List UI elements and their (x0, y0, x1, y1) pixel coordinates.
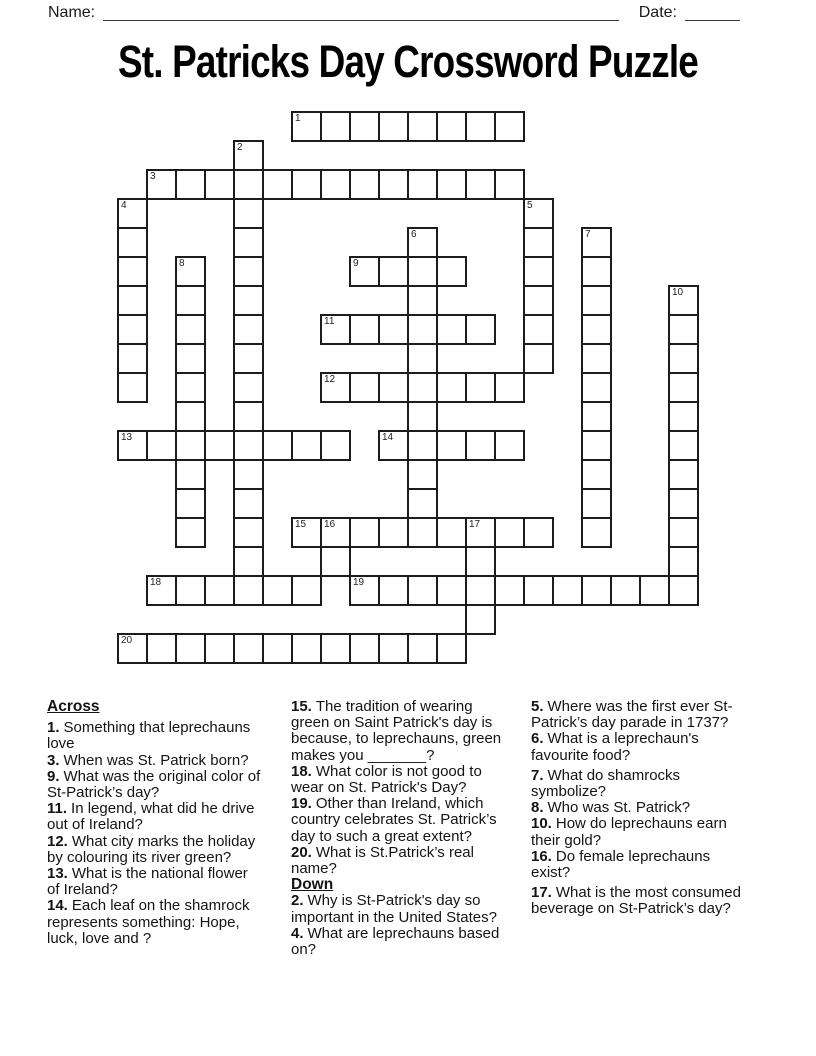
grid-cell[interactable] (117, 343, 148, 374)
grid-cell[interactable] (407, 372, 438, 403)
grid-cell[interactable] (436, 111, 467, 142)
grid-cell[interactable] (320, 111, 351, 142)
clue-text: Do female leprechauns exist? (531, 847, 711, 882)
clue-text: Each leaf on the shamrock represents something: Hope, luck, love and ? (47, 897, 250, 947)
grid-cell[interactable] (668, 517, 699, 548)
cell-number: 16 (324, 519, 336, 530)
grid-cell[interactable] (233, 140, 264, 171)
grid-cell[interactable] (668, 343, 699, 374)
clue-column-3 (531, 699, 751, 918)
grid-cell[interactable] (436, 430, 467, 461)
grid-cell[interactable] (378, 256, 409, 287)
grid-cell[interactable] (233, 314, 264, 345)
cell-number: 17 (469, 519, 481, 530)
grid-cell[interactable] (378, 372, 409, 403)
clue-14 (47, 898, 264, 947)
grid-cell[interactable] (378, 430, 409, 461)
grid-cell[interactable] (233, 633, 264, 664)
clue-text: Why is St-Patrick's day so important in the United States? (291, 892, 497, 926)
grid-cell[interactable] (378, 169, 409, 200)
grid-cell[interactable] (175, 633, 206, 664)
clue-number: 14. (47, 897, 68, 915)
clue-number: 2. (291, 892, 304, 910)
cell-number: 9 (353, 258, 359, 269)
clue-number: 17. (531, 884, 552, 902)
grid-cell[interactable] (436, 169, 467, 200)
grid-cell[interactable] (175, 314, 206, 345)
grid-cell[interactable] (407, 111, 438, 142)
clue-number: 11. (47, 800, 68, 818)
cell-number: 10 (672, 287, 684, 298)
grid-cell[interactable] (233, 401, 264, 432)
clue-9 (47, 769, 264, 801)
grid-cell[interactable] (204, 430, 235, 461)
grid-cell[interactable] (465, 517, 496, 548)
grid-cell[interactable] (233, 256, 264, 287)
page-title: St. Patricks Day Crossword Puzzle (118, 36, 698, 87)
grid-cell[interactable] (175, 459, 206, 490)
grid-cell[interactable] (117, 430, 148, 461)
grid-cell[interactable] (233, 488, 264, 519)
grid-cell[interactable] (668, 372, 699, 403)
grid-cell[interactable] (407, 575, 438, 606)
grid-cell[interactable] (175, 285, 206, 316)
grid-cell[interactable] (407, 517, 438, 548)
grid-cell[interactable] (552, 575, 583, 606)
cell-number: 12 (324, 374, 336, 385)
grid-cell[interactable] (407, 430, 438, 461)
grid-cell[interactable] (581, 285, 612, 316)
clue-number: 1. (47, 719, 60, 737)
grid-cell[interactable] (117, 372, 148, 403)
cell-number: 2 (237, 142, 243, 153)
clue-number: 9. (47, 767, 60, 785)
grid-cell[interactable] (146, 169, 177, 200)
grid-cell[interactable] (233, 517, 264, 548)
clue-number: 5. (531, 698, 544, 715)
cell-number: 15 (295, 519, 307, 530)
grid-cell[interactable] (523, 314, 554, 345)
grid-cell[interactable] (581, 314, 612, 345)
clue-number: 16. (531, 847, 552, 865)
grid-cell[interactable] (291, 169, 322, 200)
grid-cell[interactable] (436, 575, 467, 606)
grid-cell[interactable] (668, 285, 699, 316)
grid-cell[interactable] (494, 111, 525, 142)
cell-number: 13 (121, 432, 133, 443)
grid-cell[interactable] (581, 517, 612, 548)
grid-cell[interactable] (175, 256, 206, 287)
grid-cell[interactable] (233, 343, 264, 374)
cell-number: 18 (150, 577, 162, 588)
grid-cell[interactable] (233, 169, 264, 200)
grid-cell[interactable] (175, 343, 206, 374)
grid-cell[interactable] (175, 372, 206, 403)
grid-cell[interactable] (407, 488, 438, 519)
grid-cell[interactable] (465, 604, 496, 635)
grid-cell[interactable] (320, 314, 351, 345)
grid-cell[interactable] (407, 633, 438, 664)
clue-number: 8. (531, 799, 544, 817)
grid-cell[interactable] (349, 372, 380, 403)
grid-cell[interactable] (349, 633, 380, 664)
grid-cell[interactable] (378, 314, 409, 345)
grid-cell[interactable] (262, 633, 293, 664)
grid-cell[interactable] (349, 256, 380, 287)
down-header: Down (291, 876, 334, 894)
grid-cell[interactable] (378, 111, 409, 142)
clue-text: How do leprechauns earn their gold? (531, 815, 727, 849)
grid-cell[interactable] (465, 314, 496, 345)
grid-cell[interactable] (262, 430, 293, 461)
clue-5 (531, 699, 751, 731)
grid-cell[interactable] (378, 575, 409, 606)
grid-cell[interactable] (320, 372, 351, 403)
grid-cell[interactable] (581, 372, 612, 403)
grid-cell[interactable] (494, 169, 525, 200)
cell-number: 8 (179, 258, 185, 269)
cell-number: 4 (121, 200, 127, 211)
grid-cell[interactable] (668, 575, 699, 606)
clue-number: 7. (531, 766, 544, 784)
date-label: Date: (638, 4, 677, 21)
grid-cell[interactable] (407, 343, 438, 374)
grid-cell[interactable] (581, 488, 612, 519)
clue-text: Something that leprechauns love (47, 719, 251, 753)
clue-7 (531, 768, 751, 800)
clue-text: What is a leprechaun's favourite food? (531, 730, 699, 764)
clue-number: 10. (531, 815, 552, 833)
grid-cell[interactable] (349, 314, 380, 345)
grid-cell[interactable] (349, 111, 380, 142)
clue-20 (291, 845, 513, 877)
grid-cell[interactable] (668, 430, 699, 461)
grid-cell[interactable] (668, 546, 699, 577)
cell-number: 20 (121, 635, 133, 646)
grid-cell[interactable] (175, 488, 206, 519)
grid-cell[interactable] (523, 285, 554, 316)
grid-cell[interactable] (581, 227, 612, 258)
clue-3 (47, 753, 264, 769)
grid-cell[interactable] (175, 517, 206, 548)
grid-cell[interactable] (668, 488, 699, 519)
grid-cell[interactable] (117, 227, 148, 258)
grid-cell[interactable] (378, 633, 409, 664)
clue-column-1 (47, 699, 264, 947)
clue-text: What is St.Patrick’s real name? (291, 843, 474, 878)
grid-cell[interactable] (233, 430, 264, 461)
clue-16 (531, 849, 751, 881)
grid-cell[interactable] (146, 633, 177, 664)
clue-text: When was St. Patrick born? (63, 751, 249, 769)
clue-1 (47, 720, 264, 752)
grid-cell[interactable] (291, 517, 322, 548)
grid-cell[interactable] (523, 343, 554, 374)
grid-cell[interactable] (436, 517, 467, 548)
grid-cell[interactable] (233, 459, 264, 490)
grid-cell[interactable] (233, 546, 264, 577)
grid-cell[interactable] (436, 256, 467, 287)
grid-cell[interactable] (436, 372, 467, 403)
grid-cell[interactable] (465, 575, 496, 606)
cell-number: 5 (527, 200, 533, 211)
grid-cell[interactable] (320, 430, 351, 461)
grid-cell[interactable] (204, 633, 235, 664)
name-label: Name: (48, 4, 96, 21)
grid-cell[interactable] (407, 285, 438, 316)
header-row (48, 5, 740, 21)
grid-cell[interactable] (581, 401, 612, 432)
clue-6 (531, 731, 751, 763)
grid-cell[interactable] (320, 517, 351, 548)
grid-cell[interactable] (349, 517, 380, 548)
grid-cell[interactable] (262, 575, 293, 606)
clue-10 (531, 816, 751, 848)
grid-cell[interactable] (668, 401, 699, 432)
grid-cell[interactable] (581, 575, 612, 606)
clue-11 (47, 801, 264, 833)
clue-text: What is the national flower of Ireland? (47, 865, 248, 899)
clue-text: Where was the first ever St-Patrick’s day parade in 1737? (531, 698, 733, 732)
grid-cell[interactable] (581, 459, 612, 490)
grid-cell[interactable] (581, 430, 612, 461)
across-header: Across (47, 698, 100, 715)
clue-number: 15. (291, 698, 312, 715)
grid-cell[interactable] (291, 633, 322, 664)
clue-number: 4. (291, 924, 304, 942)
grid-cell[interactable] (523, 198, 554, 229)
clue-15 (291, 699, 513, 764)
grid-cell[interactable] (465, 430, 496, 461)
grid-cell[interactable] (407, 401, 438, 432)
clue-number: 12. (47, 832, 68, 850)
clue-13 (47, 866, 264, 898)
cell-number: 1 (295, 113, 301, 124)
clue-number: 3. (47, 751, 60, 769)
grid-cell[interactable] (668, 459, 699, 490)
clue-text: What color is not good to wear on St. Patrick's Day? (291, 762, 482, 797)
cell-number: 14 (382, 432, 394, 443)
grid-cell[interactable] (523, 575, 554, 606)
grid-cell[interactable] (581, 343, 612, 374)
grid-cell[interactable] (291, 575, 322, 606)
grid-cell[interactable] (117, 633, 148, 664)
cell-number: 11 (324, 316, 335, 327)
grid-cell[interactable] (523, 227, 554, 258)
grid-cell[interactable] (494, 372, 525, 403)
grid-cell[interactable] (407, 227, 438, 258)
grid-cell[interactable] (465, 372, 496, 403)
clue-text: What is the most consumed beverage on St-Patrick’s day? (531, 884, 741, 918)
date-blank-line[interactable] (685, 5, 740, 21)
clue-text: What are leprechauns based on? (291, 924, 500, 959)
clue-number: 18. (291, 762, 312, 780)
grid-cell[interactable] (146, 430, 177, 461)
grid-cell[interactable] (494, 430, 525, 461)
grid-cell[interactable] (175, 401, 206, 432)
grid-cell[interactable] (668, 314, 699, 345)
cell-number: 19 (353, 577, 365, 588)
clue-text: What city marks the holiday by colouring its river green? (47, 832, 256, 866)
grid-cell[interactable] (320, 169, 351, 200)
grid-cell[interactable] (407, 314, 438, 345)
grid-cell[interactable] (233, 575, 264, 606)
clue-text: In legend, what did he drive out of Ireland? (47, 800, 255, 834)
grid-cell[interactable] (436, 633, 467, 664)
grid-cell[interactable] (639, 575, 670, 606)
grid-cell[interactable] (465, 546, 496, 577)
grid-cell[interactable] (233, 198, 264, 229)
clue-17 (531, 885, 751, 917)
grid-cell[interactable] (233, 285, 264, 316)
cell-number: 3 (150, 171, 156, 182)
grid-cell[interactable] (146, 575, 177, 606)
clue-8 (531, 800, 751, 816)
grid-cell[interactable] (465, 169, 496, 200)
grid-cell[interactable] (523, 256, 554, 287)
clue-text: Who was St. Patrick? (547, 799, 691, 817)
clue-18 (291, 764, 513, 796)
grid-cell[interactable] (581, 256, 612, 287)
grid-cell[interactable] (407, 459, 438, 490)
grid-cell[interactable] (378, 517, 409, 548)
clue-19 (291, 796, 513, 845)
grid-cell[interactable] (465, 111, 496, 142)
grid-cell[interactable] (117, 285, 148, 316)
grid-cell[interactable] (407, 256, 438, 287)
grid-cell[interactable] (320, 633, 351, 664)
grid-cell[interactable] (262, 169, 293, 200)
grid-cell[interactable] (291, 430, 322, 461)
grid-cell[interactable] (523, 517, 554, 548)
clue-2 (291, 893, 513, 925)
grid-cell[interactable] (407, 169, 438, 200)
clue-column-2 (291, 699, 513, 958)
grid-cell[interactable] (204, 575, 235, 606)
grid-cell[interactable] (175, 575, 206, 606)
grid-cell[interactable] (610, 575, 641, 606)
clue-12 (47, 834, 264, 866)
cell-number: 6 (411, 229, 417, 240)
grid-cell[interactable] (349, 169, 380, 200)
clue-text: What do shamrocks symbolize? (531, 766, 681, 801)
clue-number: 20. (291, 843, 312, 861)
clue-number: 6. (531, 730, 544, 748)
cell-number: 7 (585, 229, 591, 240)
grid-cell[interactable] (436, 314, 467, 345)
clue-text: What was the original color of St-Patrick’s day? (47, 767, 261, 802)
grid-cell[interactable] (494, 517, 525, 548)
grid-cell[interactable] (117, 198, 148, 229)
grid-cell[interactable] (175, 169, 206, 200)
grid-cell[interactable] (175, 430, 206, 461)
grid-cell[interactable] (233, 227, 264, 258)
grid-cell[interactable] (117, 256, 148, 287)
crossword-grid (117, 111, 699, 664)
grid-cell[interactable] (494, 575, 525, 606)
grid-cell[interactable] (320, 546, 351, 577)
clue-number: 13. (47, 865, 68, 883)
grid-cell[interactable] (204, 169, 235, 200)
grid-cell[interactable] (233, 372, 264, 403)
clue-number: 19. (291, 795, 312, 813)
clue-text: The tradition of wearing green on Saint Patrick's day is because, to leprechauns, green makes you _______? (291, 698, 502, 764)
grid-cell[interactable] (291, 111, 322, 142)
grid-cell[interactable] (349, 575, 380, 606)
grid-cell[interactable] (117, 314, 148, 345)
clue-text: Other than Ireland, which country celebrates St. Patrick’s day to such a great extent? (291, 795, 497, 845)
name-blank-line[interactable] (103, 5, 619, 21)
clue-4 (291, 926, 513, 958)
